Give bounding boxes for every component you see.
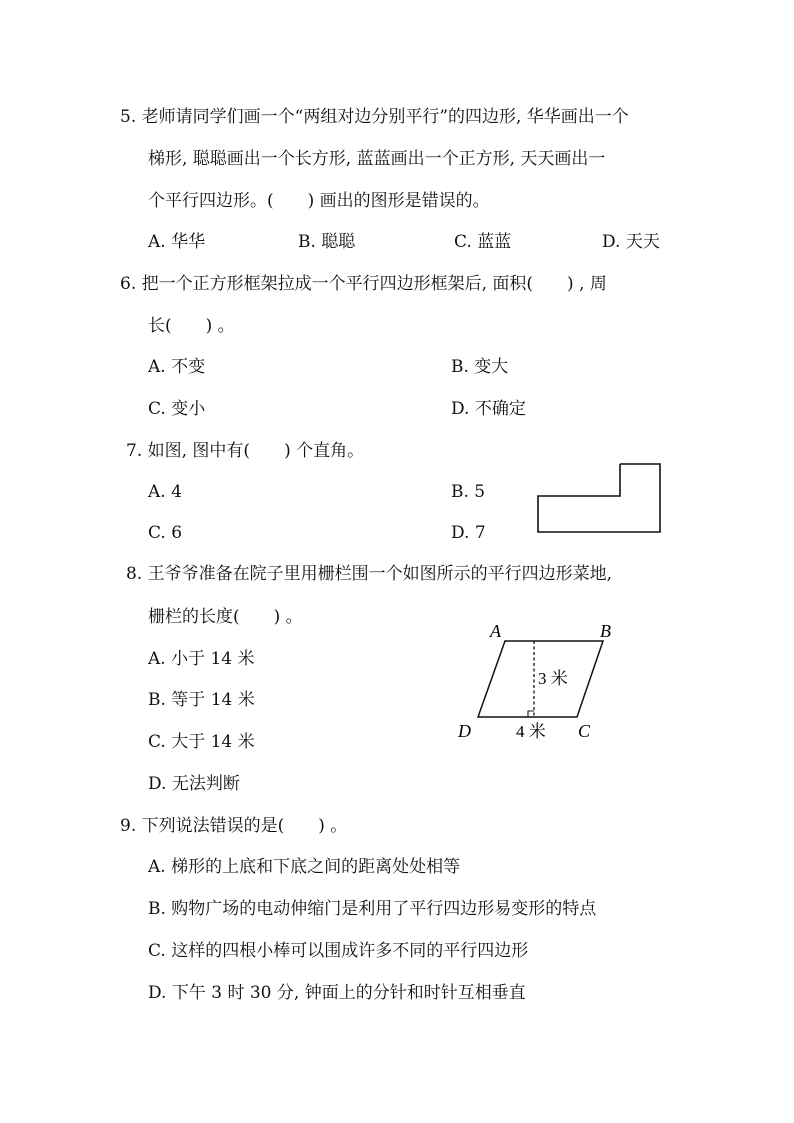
q5-stem-line3: 个平行四边形。( ) 画出的图形是错误的。: [148, 191, 490, 211]
q5-option-a: A. 华华: [148, 232, 206, 252]
q6-stem-line1: 6. 把一个正方形框架拉成一个平行四边形框架后, 面积( ) , 周: [120, 274, 607, 294]
q8-option-a: A. 小于 14 米: [148, 649, 255, 669]
q8-option-c: C. 大于 14 米: [148, 732, 255, 752]
q8-vertex-d-label: D: [458, 721, 471, 741]
q5-stem-line2: 梯形, 聪聪画出一个长方形, 蓝蓝画出一个正方形, 天天画出一: [148, 149, 606, 169]
q7-stem-line1: 7. 如图, 图中有( ) 个直角。: [126, 441, 365, 461]
q8-right-angle-mark: [528, 711, 534, 717]
q5-stem-line1: 5. 老师请同学们画一个“两组对边分别平行”的四边形, 华华画出一个: [120, 107, 629, 127]
q8-vertex-b-label: B: [600, 621, 611, 641]
q9-option-a: A. 梯形的上底和下底之间的距离处处相等: [148, 857, 461, 877]
q8-vertex-a-label: A: [490, 621, 501, 641]
q7-l-shape-outline: [538, 464, 660, 532]
q8-vertex-c-label: C: [578, 721, 591, 741]
q7-option-a: A. 4: [148, 482, 182, 502]
q8-stem-line2: 栅栏的长度( ) 。: [148, 607, 303, 627]
q8-option-b: B. 等于 14 米: [148, 690, 255, 710]
q9-option-d: D. 下午 3 时 30 分, 钟面上的分针和时针互相垂直: [148, 983, 526, 1003]
q8-stem-line1: 8. 王爷爷准备在院子里用栅栏围一个如图所示的平行四边形菜地,: [126, 564, 613, 584]
q6-stem-line2: 长( ) 。: [148, 316, 235, 336]
q7-option-c: C. 6: [148, 523, 183, 543]
q7-option-b: B. 5: [451, 482, 486, 502]
q6-option-c: C. 变小: [148, 399, 206, 419]
q5-option-d: D. 天天: [602, 232, 660, 252]
q9-stem-line1: 9. 下列说法错误的是( ) 。: [120, 816, 348, 836]
q6-option-a: A. 不变: [148, 357, 206, 377]
q5-option-c: C. 蓝蓝: [454, 232, 512, 252]
q7-l-shape-figure: [530, 458, 670, 538]
q9-option-b: B. 购物广场的电动伸缩门是利用了平行四边形易变形的特点: [148, 899, 597, 919]
q8-parallelogram-figure: [450, 615, 630, 745]
q8-height-label: 3 米: [538, 669, 568, 688]
q7-option-d: D. 7: [451, 523, 486, 543]
q9-option-c: C. 这样的四根小棒可以围成许多不同的平行四边形: [148, 941, 529, 961]
q5-option-b: B. 聪聪: [298, 232, 356, 252]
q6-option-b: B. 变大: [451, 357, 509, 377]
q8-option-d: D. 无法判断: [148, 774, 240, 794]
q8-base-label: 4 米: [516, 722, 546, 741]
q6-option-d: D. 不确定: [451, 399, 526, 419]
